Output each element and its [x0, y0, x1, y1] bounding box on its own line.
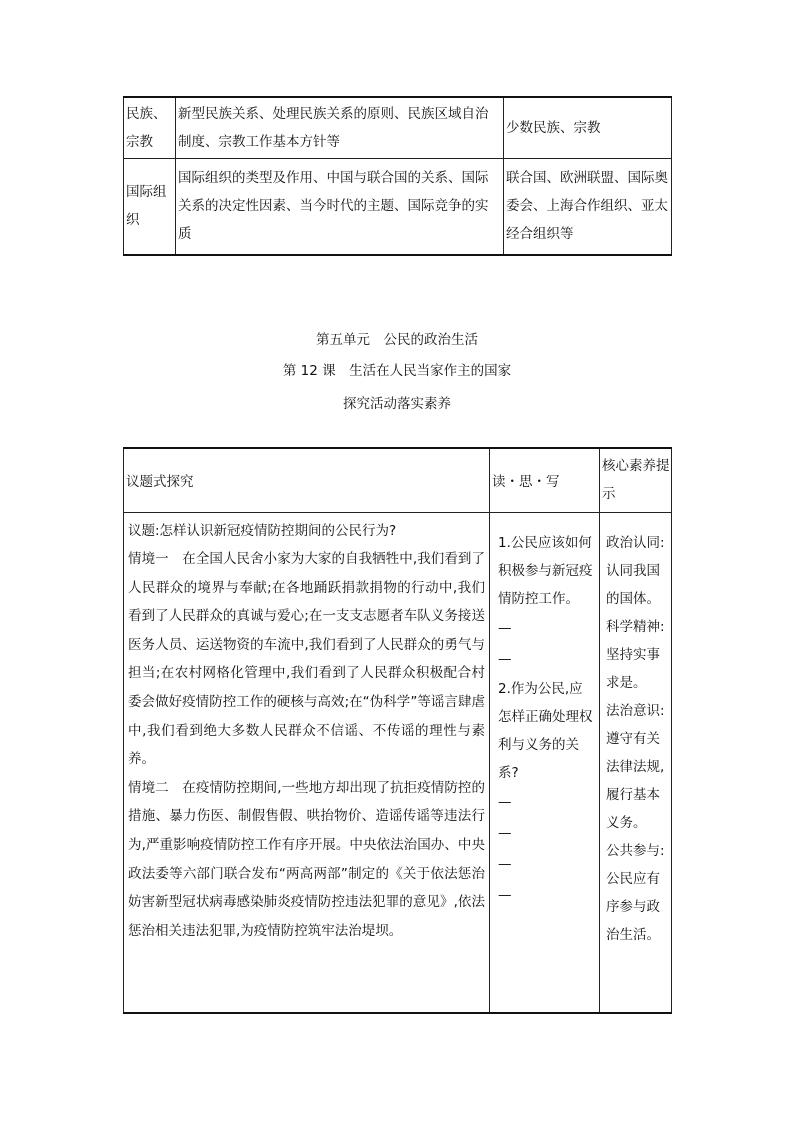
hint-line: 遵守有关	[606, 730, 660, 747]
header-read-think-write: 读・思・写	[490, 448, 600, 512]
table-row	[124, 159, 672, 255]
hint-line: 的国体。	[606, 590, 660, 607]
hint-line: 治生活。	[606, 926, 660, 943]
table-row	[124, 97, 672, 159]
hint-line: 法治意识:	[606, 702, 665, 719]
hint-line: 科学精神:	[606, 618, 665, 635]
table-cell-category: 国际组织	[124, 159, 176, 255]
hint-line: 义务。	[606, 814, 647, 831]
answer-blank: —	[498, 886, 512, 903]
hint-line: 坚持实事	[606, 646, 660, 663]
answer-blank: —	[498, 824, 512, 841]
hint-line: 公民应有	[606, 870, 660, 887]
inquiry-scene-2: 情境二 在疫情防控期间,一些地方却出现了抗拒疫情防控的措施、暴力伤医、制假售假、哄抬物价、造谣传谣等违法行为,严重影响疫情防控工作有序开展。中央依法治国办、中央政法委等六部门联合发布“两高两部”制定的《关于依法惩治妨害新型冠状病毒感染肺炎疫情防控违法犯罪的意见》,依法惩治相关违法犯罪,为疫情防控筑牢法治堤坝。	[128, 779, 485, 939]
inquiry-table	[123, 447, 672, 1014]
top-table	[123, 96, 672, 256]
hint-line: 法律法规,	[606, 758, 665, 775]
header-core-literacy: 核心素养提示	[600, 448, 672, 512]
question-1: 1.公民应该如何积极参与新冠疫情防控工作。	[498, 534, 593, 607]
hint-line: 序参与政	[606, 898, 660, 915]
hint-line: 公共参与:	[606, 842, 665, 859]
inquiry-scene-1: 情境一 在全国人民舍小家为大家的自我牺牲中,我们看到了人民群众的境界与奉献;在各地踊跃捐款捐物的行动中,我们看到了人民群众的真诚与爱心;在一支支志愿者车队义务接送医务人员、运送物资的车流中,我们看到了人民群众的勇气与担当;在农村网格化管理中,我们看到了人民群众积极配合村委会做好疫情防控工作的硬核与高效;在“伪科学”等谣言肆虐中,我们看到绝大多数人民群众不信谣、不传谣的理性与素养。	[128, 551, 485, 768]
header-inquiry: 议题式探究	[124, 448, 490, 512]
hint-line: 认同我国	[606, 562, 660, 579]
section-title: 探究活动落实素养	[343, 396, 451, 412]
lesson-title: 第 12 课 生活在人民当家作主的国家	[282, 363, 512, 379]
answer-blank: —	[498, 793, 512, 810]
table-cell-category: 民族、宗教	[124, 97, 176, 159]
table-cell-content: 新型民族关系、处理民族关系的原则、民族区域自治制度、宗教工作基本方针等	[176, 97, 504, 159]
table-cell-examples: 联合国、欧洲联盟、国际奥委会、上海合作组织、亚太经合组织等	[504, 159, 672, 255]
answer-blank: —	[498, 650, 512, 667]
table-cell-content: 国际组织的类型及作用、中国与联合国的关系、国际关系的决定性因素、当今时代的主题、国际竞争的实质	[176, 159, 504, 255]
table-header-row	[124, 448, 672, 512]
question-2: 2.作为公民,应怎样正确处理权利与义务的关系?	[498, 680, 593, 781]
hint-line: 求是。	[606, 674, 647, 691]
answer-blank: —	[498, 619, 512, 636]
read-think-write-cell	[490, 512, 600, 1013]
hint-line: 履行基本	[606, 786, 660, 803]
table-cell-examples: 少数民族、宗教	[504, 97, 672, 159]
table-row	[124, 512, 672, 1013]
core-literacy-cell	[600, 512, 672, 1013]
inquiry-topic: 议题:怎样认识新冠疫情防控期间的公民行为?	[128, 522, 397, 539]
unit-title: 第五单元 公民的政治生活	[316, 332, 478, 348]
hint-line: 政治认同:	[606, 534, 665, 551]
inquiry-cell	[124, 512, 490, 1013]
answer-blank: —	[498, 855, 512, 872]
